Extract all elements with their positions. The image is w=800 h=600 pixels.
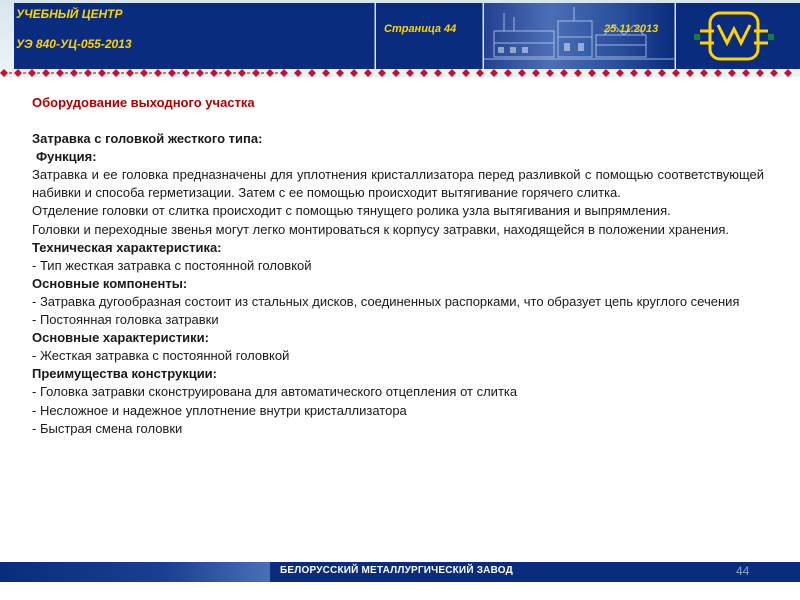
section-heading: Затравка с головкой жесткого типа: [32,131,263,147]
function-paragraph-2: Отделение головки от слитка происходит с помощью тянущего ролика узла вытягивания и выпрямления. [32,203,671,219]
header-photo-box [484,3,675,69]
header-date: 25.11.2013 [604,23,659,35]
components-item-1: - Затравка дугообразная состоит из стальных дисков, соединенных распорками, что образует цепь круглого сечения [32,293,740,309]
characteristics-heading: Основные характеристики: [32,330,210,346]
advantages-item-2: - Несложное и надежное уплотнение внутри кристаллизатора [32,402,407,418]
advantages-heading: Преимущества конструкции: [32,366,218,382]
header [0,0,800,77]
ornament-band [0,69,800,77]
function-heading: Функция: [36,149,97,165]
advantages-item-1: - Головка затравки сконструирована для автоматического отцепления от слитка [32,384,518,400]
header-center-line1: УЧЕБНЫЙ ЦЕНТР [16,7,123,21]
function-paragraph-1: Затравка и ее головка предназначены для уплотнения кристаллизатора перед разливкой с помощью соответствующей набивки и способа герметизации. Затем с ее помощью происходит вытягивание горячего слитка. [32,167,764,201]
header-logo-box [676,3,800,69]
footer-company: БЕЛОРУССКИЙ МЕТАЛЛУРГИЧЕСКИЙ ЗАВОД [280,565,513,576]
document-body [32,94,764,438]
components-heading: Основные компоненты: [32,275,188,291]
bmz-logo-icon [694,7,774,65]
components-item-2: - Постоянная головка затравки [32,312,219,328]
page-title: Оборудование выходного участка [32,95,255,110]
header-page-box [376,3,483,69]
page-number: 44 [736,564,750,578]
header-title-box [14,3,375,69]
header-page: Страница 44 [384,23,457,35]
footer-gradient [0,562,270,582]
header-center-line2: УЭ 840-УЦ-055-2013 [16,37,132,51]
tech-heading: Техническая характеристика: [32,239,222,255]
characteristics-item: - Жесткая затравка с постоянной головкой [32,348,290,364]
tech-item: - Тип жесткая затравка с постоянной головкой [32,257,312,273]
function-paragraph-3: Головки и переходные звенья могут легко монтироваться к корпусу затравки, находящейся в положении хранения. [32,221,730,237]
advantages-item-3: - Быстрая смена головки [32,420,183,436]
factory-illustration [484,3,674,69]
